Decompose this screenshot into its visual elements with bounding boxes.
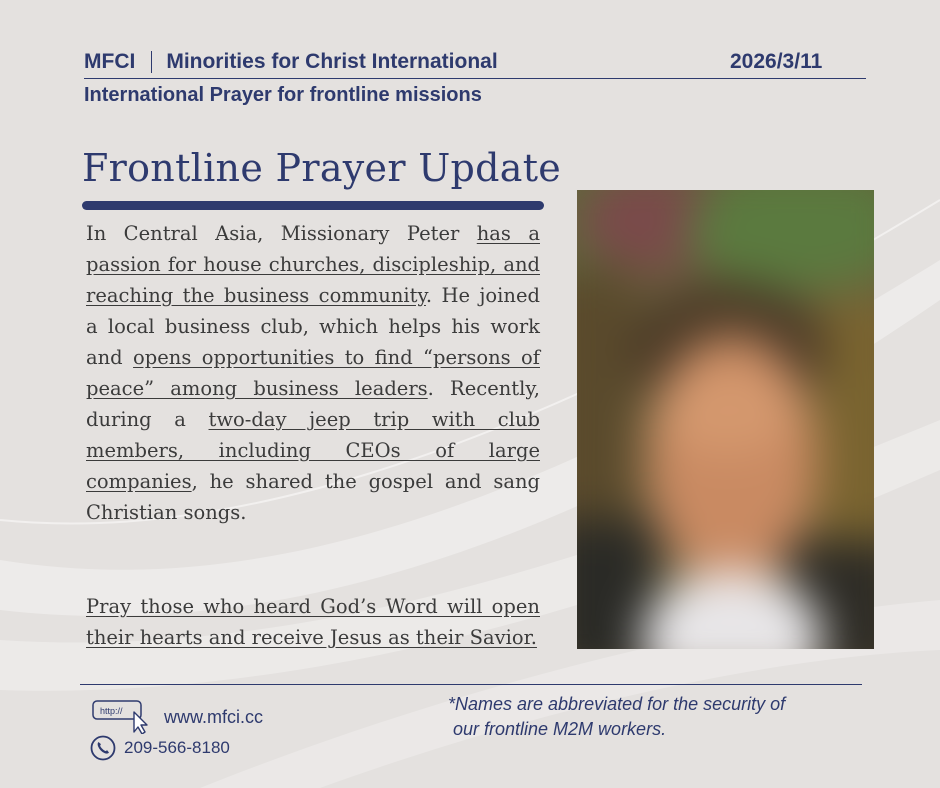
missionary-photo-blurred [577,190,874,649]
header-subtitle: International Prayer for frontline missions [84,84,482,106]
web-cursor-icon [92,700,148,734]
header-separator [151,51,152,73]
header-date: 2026/3/11 [730,50,823,73]
header-divider [84,78,866,79]
story-text-4: , he shared the gospel and sang Christian songs. [86,470,540,524]
story-text-2: . He joined a local business club, which helps his work and [86,284,540,369]
org-short-name: MFCI [84,50,136,73]
footer-divider [80,684,862,685]
phone-contact[interactable] [90,735,230,761]
story-text-3: . Recently, during a [86,377,540,431]
story-highlight-2: opens opportunities to find “persons of peace” among business leaders [86,346,540,400]
header-organization [84,50,498,74]
url-icon-label: http:// [100,706,123,716]
title-underline-bar [82,201,544,210]
security-note [448,692,868,742]
story-text-1: In Central Asia, Missionary Peter [86,222,477,245]
security-note-line-2: our frontline M2M workers. [448,719,667,739]
page-title: Frontline Prayer Update [82,146,562,190]
prayer-text: Pray those who heard God’s Word will open their hearts and receive Jesus as their Savior. [86,595,540,649]
website-link[interactable] [92,700,263,734]
website-url[interactable]: www.mfci.cc [164,706,263,727]
phone-number[interactable]: 209-566-8180 [124,738,230,757]
phone-icon [90,735,116,761]
security-note-line-1: *Names are abbreviated for the security of [448,694,786,714]
story-paragraph [86,218,540,528]
org-full-name: Minorities for Christ International [166,50,498,73]
photo-blur-art [577,190,874,649]
prayer-paragraph [86,591,540,653]
story-highlight-1: has a passion for house churches, discipleship, and reaching the business community [86,222,540,307]
story-highlight-3: two-day jeep trip with club members, including CEOs of large companies [86,408,540,493]
